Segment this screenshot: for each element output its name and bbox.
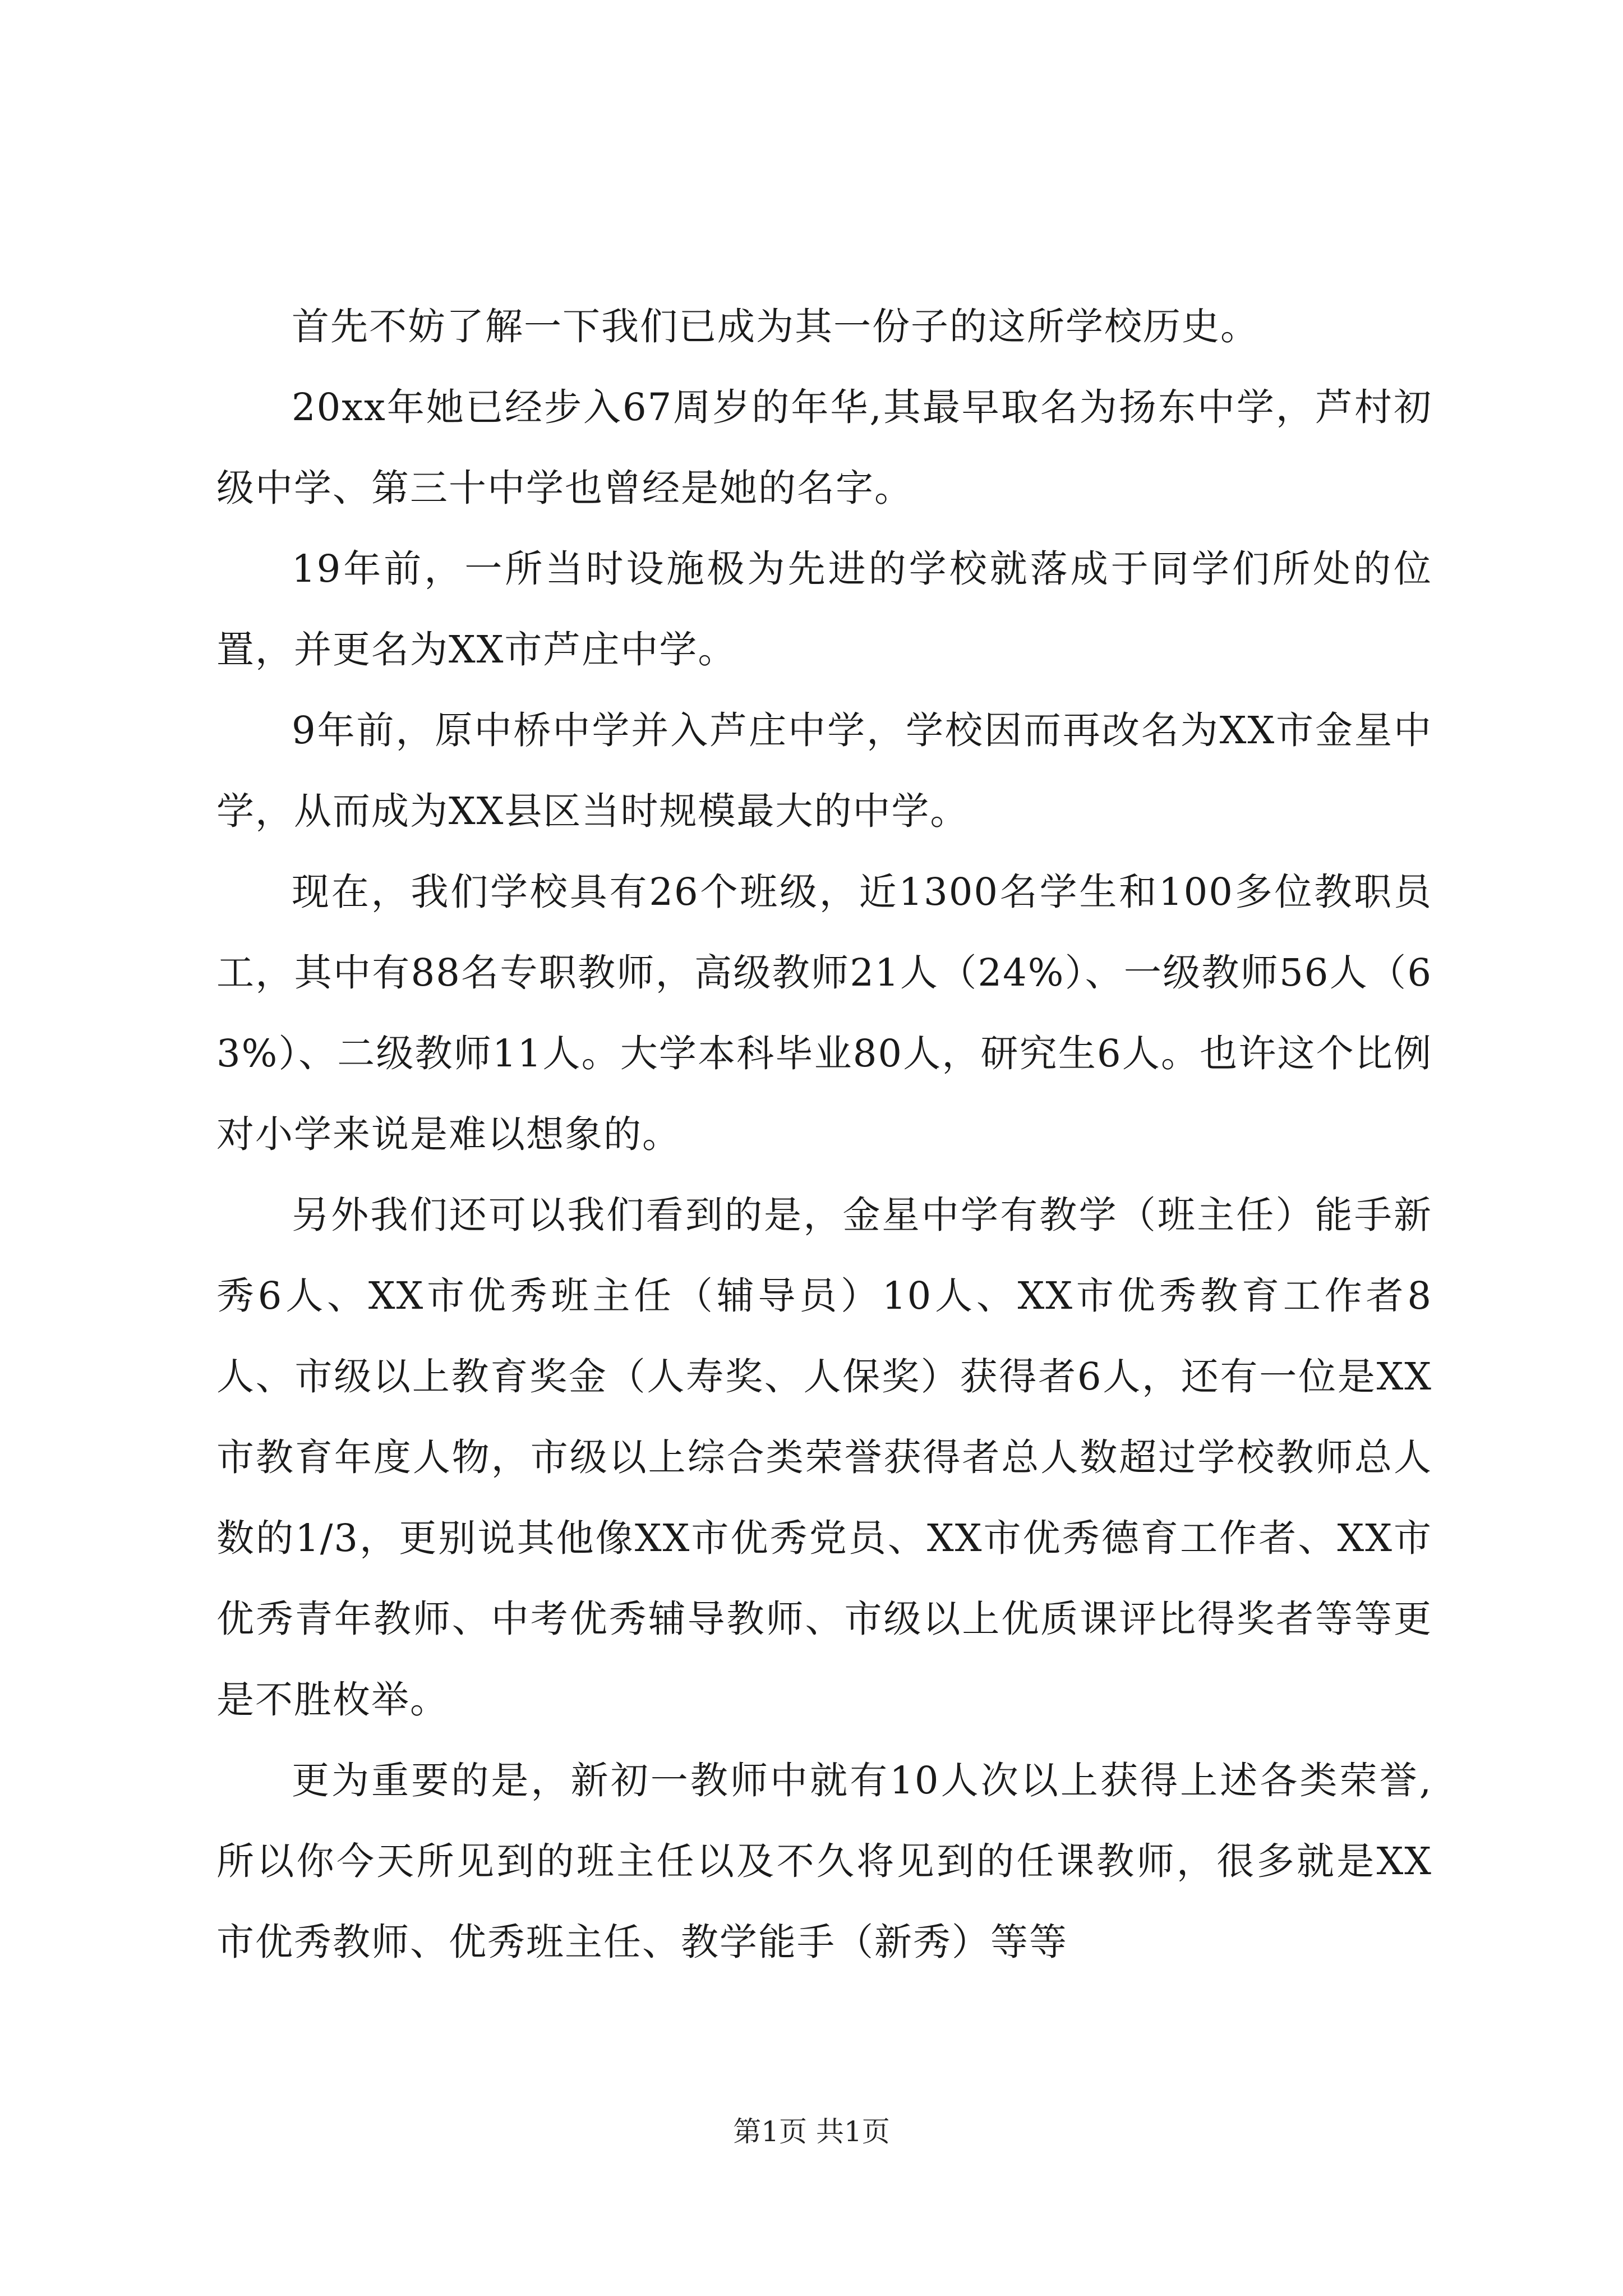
paragraph-school-statistics: 现在，我们学校具有26个班级，近1300名学生和100多位教职员工，其中有88名专职教师，高级教师21人（24%）、一级教师56人（63%）、二级教师11人。大学本科毕业80人，研究生6人。也许这个比例对小学来说是难以想象的。 xyxy=(216,870,1432,1156)
paragraph-honors: 另外我们还可以我们看到的是，金星中学有教学（班主任）能手新秀6人、XX市优秀班主任（辅导员）10人、XX市优秀教育工作者8人、市级以上教育奖金（人寿奖、人保奖）获得者6人，还有一位是XX市教育年度人物，市级以上综合类荣誉获得者总人数超过学校教师总人数的1/3，更别说其他像XX市优秀党员、XX市优秀德育工作者、XX市优秀青年教师、中考优秀辅导教师、市级以上优质课评比得奖者等等更是不胜枚举。 xyxy=(216,1193,1432,1722)
document-body xyxy=(216,286,1432,1982)
paragraph-new-teachers: 更为重要的是，新初一教师中就有10人次以上获得上述各类荣誉,所以你今天所见到的班主任以及不久将见到的任课教师，很多就是XX市优秀教师、优秀班主任、教学能手（新秀）等等 xyxy=(216,1759,1432,1964)
paragraph-19-years-ago: 19年前，一所当时设施极为先进的学校就落成于同学们所处的位置，并更名为XX市芦庄中学。 xyxy=(216,547,1432,671)
paragraph-school-history-intro: 首先不妨了解一下我们已成为其一份子的这所学校历史。 xyxy=(292,305,1259,348)
paragraph-9-years-ago: 9年前，原中桥中学并入芦庄中学，学校因而再改名为XX市金星中学，从而成为XX县区当时规模最大的中学。 xyxy=(216,708,1432,833)
paragraph-school-age-names: 20xx年她已经步入67周岁的年华,其最早取名为扬东中学，芦村初级中学、第三十中学也曾经是她的名字。 xyxy=(216,385,1432,510)
page-footer: 第1页 共1页 xyxy=(733,2115,890,2148)
